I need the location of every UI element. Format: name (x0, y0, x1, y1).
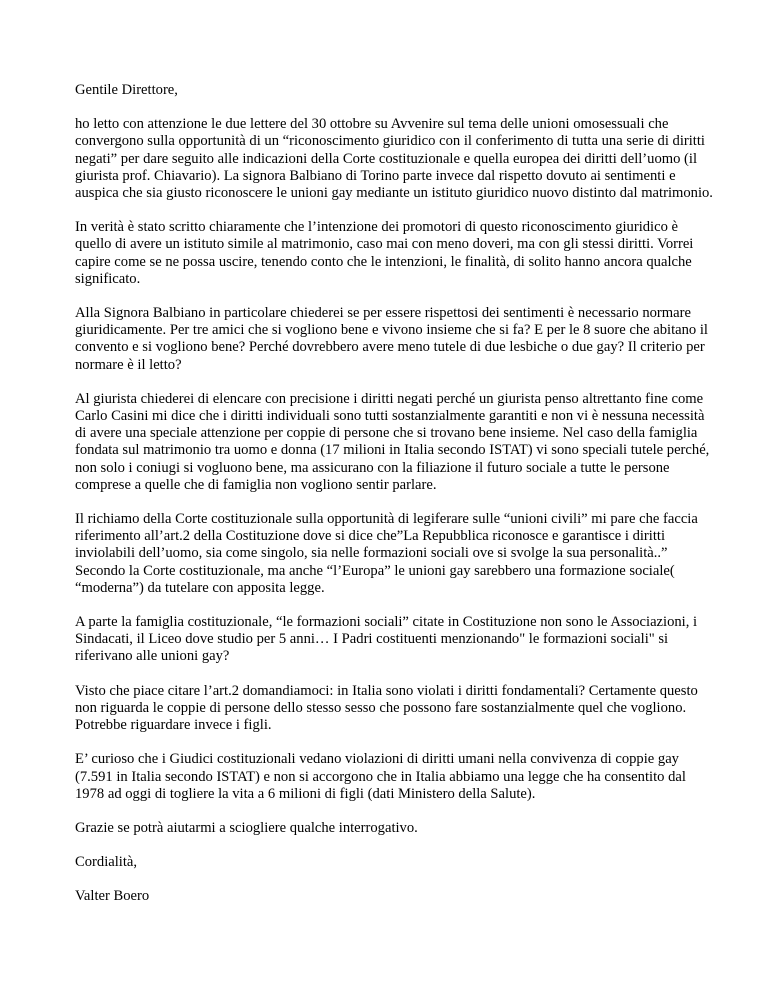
letter-paragraph-4: Al giurista chiederei di elencare con precisione i diritti negati perché un giurista penso altrettanto fine come Carlo Casini mi dice che i diritti individuali sono tutti sostanzialmente garantiti e non vi è nessuna necessità di avere una speciale attenzione per coppie di persone che si trovano bene insieme. Nel caso della famiglia fondata sul matrimonio tra uomo e donna (17 milioni in Italia secondo ISTAT) vi sono speciali tutele perché, non solo i coniugi si vogluono bene, ma assicurano con la filiazione il futuro sociale a tutte le persone comprese a quelle che di famiglia non vogliono sentir parlare. (75, 390, 710, 493)
letter-signature: Valter Boero (75, 888, 150, 905)
letter-paragraph-7: Visto che piace citare l’art.2 domandiamoci: in Italia sono violati i diritti fondamentali? Certamente questo non riguarda le coppie di persone dello stesso sesso che possono fare sostanzialmente quel che vogliono. Potrebbe riguardare invece i figli. (75, 682, 698, 734)
letter-page (75, 82, 715, 923)
letter-paragraph-1: ho letto con attenzione le due lettere del 30 ottobre su Avvenire sul tema delle unioni omosessuali che convergono sulla opportunità di un “riconoscimento giuridico con il conferimento di tutta una serie di diritti negati” per dare seguito alle indicazioni della Corte costituzionale e quella europea dei diritti dell’uomo (il giurista prof. Chiavario). La signora Balbiano di Torino parte invece dal rispetto dovuto ai sentimenti e auspica che sia giusto riconoscere le unioni gay mediante un istituto giuridico nuovo distinto dal matrimonio. (75, 116, 713, 202)
letter-closing: Cordialità, (75, 854, 138, 871)
letter-paragraph-5: Il richiamo della Corte costituzionale sulla opportunità di legiferare sulle “unioni civili” mi pare che faccia riferimento all’art.2 della Costituzione dove si dice che”La Repubblica riconosce e garantisce i diritti inviolabili dell’uomo, sia come singolo, sia nelle formazioni sociali ove si svolge la sua personalità..” Secondo la Corte costituzionale, ma anche “l’Europa” le unioni gay sarebbero una formazione sociale( “moderna”) da tutelare con apposita legge. (75, 511, 698, 596)
letter-paragraph-8: E’ curioso che i Giudici costituzionali vedano violazioni di diritti umani nella convivenza di coppie gay (7.591 in Italia secondo ISTAT) e non si accorgono che in Italia abbiamo una legge che ha consentito dal 1978 ad oggi di togliere la vita a 6 milioni di figli (dati Ministero della Salute). (75, 751, 686, 802)
letter-paragraph-3: Alla Signora Balbiano in particolare chiederei se per essere rispettosi dei sentimenti è necessario normare giuridicamente. Per tre amici che si vogliono bene e vivono insieme che si fa? E per le 8 suore che abitano il convento e si vogliono bene? Perché dovrebbero avere meno tutele di due lesbiche o due gay? Il criterio per normare è il letto? (75, 305, 708, 373)
letter-paragraph-2: In verità è stato scritto chiaramente che l’intenzione dei promotori di questo riconoscimento giuridico è quello di avere un istituto simile al matrimonio, caso mai con meno doveri, ma con gli stessi diritti. Vorrei capire come se ne possa uscire, tenendo conto che le intenzioni, le finalità, di solito hanno ancora qualche significato. (75, 219, 694, 287)
letter-paragraph-6: A parte la famiglia costituzionale, “le formazioni sociali” citate in Costituzione non sono le Associazioni, i Sindacati, il Liceo dove studio per 5 anni… I Padri costituenti menzionando" le formazioni sociali" si riferivano alle unioni gay? (75, 614, 698, 665)
letter-greeting: Gentile Direttore, (75, 82, 178, 98)
letter-paragraph-9: Grazie se potrà aiutarmi a sciogliere qualche interrogativo. (75, 819, 418, 836)
